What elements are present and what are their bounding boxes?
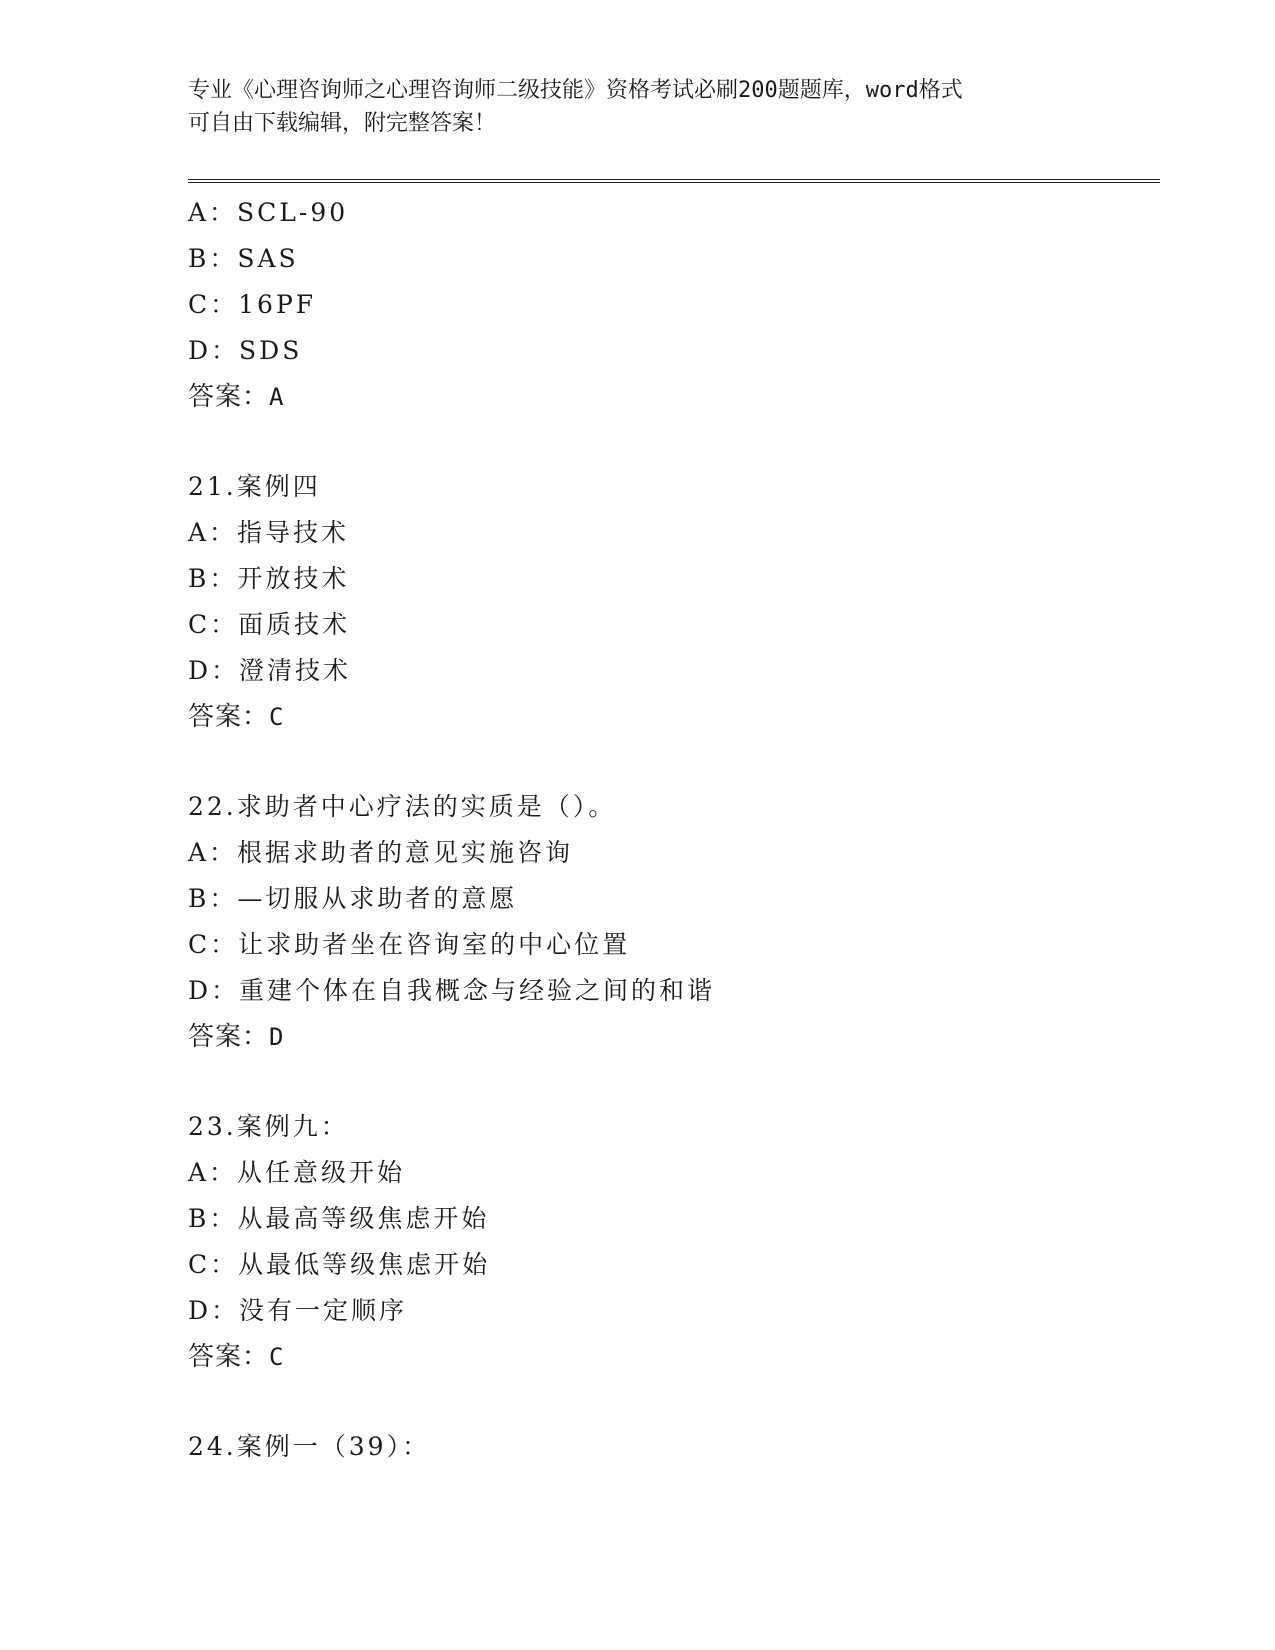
option-b: B：SAS	[188, 244, 299, 273]
option-b: B：—切服从求助者的意愿	[188, 884, 518, 913]
answer-label: 答案：	[188, 1342, 270, 1372]
option-c: C：让求助者坐在咨询室的中心位置	[188, 930, 631, 959]
header-divider	[188, 179, 1160, 183]
question-20	[188, 190, 1148, 420]
spacer	[188, 1060, 1148, 1104]
question-text: 24.案例一（39）：	[188, 1432, 431, 1461]
option-c: C：从最低等级焦虑开始	[188, 1250, 491, 1279]
spacer	[188, 1380, 1148, 1424]
answer-label: 答案：	[188, 382, 270, 412]
question-23	[188, 1104, 1148, 1380]
answer-value: C	[269, 1343, 285, 1371]
option-c: C：面质技术	[188, 610, 351, 639]
option-d: D：重建个体在自我概念与经验之间的和谐	[188, 976, 716, 1005]
option-d: D：没有一定顺序	[188, 1296, 408, 1325]
option-a: A：从任意级开始	[188, 1158, 406, 1187]
option-d: D：SDS	[188, 336, 303, 365]
header-line-2: 可自由下载编辑，附完整答案！	[188, 111, 497, 136]
question-24	[188, 1424, 1148, 1470]
answer-line	[188, 374, 1148, 420]
option-b: B：开放技术	[188, 564, 350, 593]
answer-label: 答案：	[188, 702, 270, 732]
document-header	[188, 74, 1068, 140]
answer-line	[188, 694, 1148, 740]
option-a: A：SCL-90	[188, 198, 349, 227]
answer-label: 答案：	[188, 1022, 270, 1052]
answer-value: D	[269, 1023, 285, 1051]
option-c: C：16PF	[188, 290, 317, 319]
document-body	[188, 190, 1148, 1470]
answer-line	[188, 1334, 1148, 1380]
option-a: A：根据求助者的意见实施咨询	[188, 838, 574, 867]
spacer	[188, 740, 1148, 784]
option-b: B：从最高等级焦虑开始	[188, 1204, 490, 1233]
answer-value: A	[269, 383, 285, 411]
spacer	[188, 420, 1148, 464]
answer-value: C	[269, 703, 285, 731]
option-d: D：澄清技术	[188, 656, 352, 685]
question-text: 22.求助者中心疗法的实质是（）。	[188, 792, 617, 821]
question-22	[188, 784, 1148, 1060]
option-a: A：指导技术	[188, 518, 350, 547]
question-text: 21.案例四	[188, 472, 321, 501]
question-21	[188, 464, 1148, 740]
question-text: 23.案例九：	[188, 1112, 349, 1141]
header-line-1: 专业《心理咨询师之心理咨询师二级技能》资格考试必刷200题题库，word格式	[188, 78, 963, 103]
answer-line	[188, 1014, 1148, 1060]
